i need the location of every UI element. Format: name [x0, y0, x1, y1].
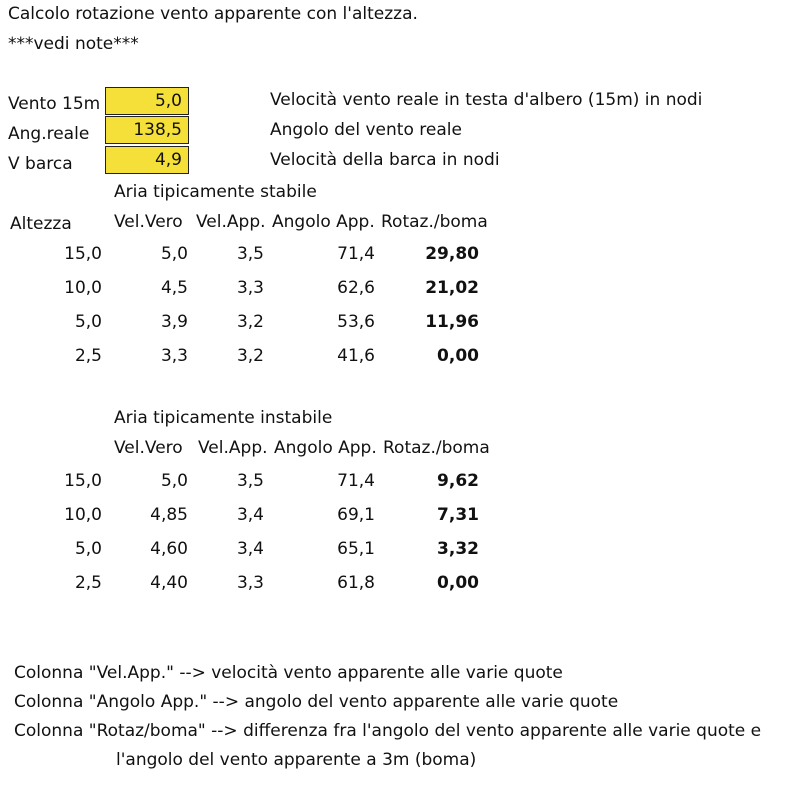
- table2-cell-velvero: 4,40: [150, 573, 188, 593]
- table1-header-velapp: Vel.App.: [196, 212, 266, 232]
- table2-cell-velvero: 4,60: [150, 539, 188, 559]
- table2-cell-altezza: 10,0: [64, 505, 102, 525]
- note-line-1: Colonna "Vel.App." --> velocità vento apparente alle varie quote: [14, 663, 563, 683]
- note-line-2: Colonna "Angolo App." --> angolo del vento apparente alle varie quote: [14, 692, 619, 712]
- note-reference: ***vedi note***: [8, 34, 139, 54]
- table1-cell-velapp: 3,2: [236, 346, 264, 366]
- input-label-angolo: Ang.reale: [8, 124, 90, 144]
- table2-cell-altezza: 15,0: [64, 471, 102, 491]
- input-desc-angolo: Angolo del vento reale: [270, 120, 462, 140]
- table1-cell-velvero: 3,9: [160, 312, 188, 332]
- table1-cell-altezza: 5,0: [74, 312, 102, 332]
- table1-header-velvero: Vel.Vero: [114, 212, 183, 232]
- table2-cell-velapp: 3,5: [236, 471, 264, 491]
- table2-cell-angoloapp: 71,4: [337, 471, 375, 491]
- table1-cell-rotaz: 11,96: [425, 312, 479, 332]
- table1-cell-altezza: 2,5: [74, 346, 102, 366]
- table2-cell-velapp: 3,3: [236, 573, 264, 593]
- table2-header-rotaz: Rotaz./boma: [383, 438, 490, 458]
- input-desc-vbarca: Velocità della barca in nodi: [270, 150, 500, 170]
- table2-caption: Aria tipicamente instabile: [114, 408, 333, 428]
- table2-cell-angoloapp: 65,1: [337, 539, 375, 559]
- table2-cell-angoloapp: 61,8: [337, 573, 375, 593]
- table1-cell-velapp: 3,2: [236, 312, 264, 332]
- table2-cell-rotaz: 9,62: [437, 471, 479, 491]
- table2-cell-rotaz: 0,00: [437, 573, 479, 593]
- table1-header-angoloapp: Angolo App.: [272, 212, 375, 232]
- table1-cell-velapp: 3,5: [236, 244, 264, 264]
- table2-header-velvero: Vel.Vero: [114, 438, 183, 458]
- table1-caption: Aria tipicamente stabile: [114, 182, 317, 202]
- table2-cell-angoloapp: 69,1: [337, 505, 375, 525]
- input-label-vbarca: V barca: [8, 154, 73, 174]
- table1-cell-angoloapp: 71,4: [337, 244, 375, 264]
- note-line-4: l'angolo del vento apparente a 3m (boma): [116, 750, 477, 770]
- table1-cell-rotaz: 21,02: [425, 278, 479, 298]
- input-vbarca-cell[interactable]: 4,9: [105, 146, 189, 174]
- table2-cell-rotaz: 3,32: [437, 539, 479, 559]
- table1-cell-angoloapp: 41,6: [337, 346, 375, 366]
- table2-cell-velapp: 3,4: [236, 505, 264, 525]
- table2-header-velapp: Vel.App.: [198, 438, 268, 458]
- table2-cell-altezza: 2,5: [74, 573, 102, 593]
- input-angolo-cell[interactable]: 138,5: [105, 116, 189, 144]
- table1-cell-rotaz: 29,80: [425, 244, 479, 264]
- table1-cell-altezza: 10,0: [64, 278, 102, 298]
- table1-cell-velvero: 5,0: [160, 244, 188, 264]
- table1-cell-velapp: 3,3: [236, 278, 264, 298]
- note-line-3: Colonna "Rotaz/boma" --> differenza fra l'angolo del vento apparente alle varie quote e: [14, 721, 762, 741]
- table2-cell-velapp: 3,4: [236, 539, 264, 559]
- input-label-vento: Vento 15m: [8, 94, 101, 114]
- table2-cell-rotaz: 7,31: [437, 505, 479, 525]
- table2-cell-altezza: 5,0: [74, 539, 102, 559]
- table1-cell-angoloapp: 53,6: [337, 312, 375, 332]
- table1-header-altezza: Altezza: [10, 214, 72, 234]
- table1-cell-angoloapp: 62,6: [337, 278, 375, 298]
- table2-cell-velvero: 5,0: [160, 471, 188, 491]
- table1-cell-rotaz: 0,00: [437, 346, 479, 366]
- input-desc-vento: Velocità vento reale in testa d'albero (15m) in nodi: [270, 90, 703, 110]
- table1-cell-altezza: 15,0: [64, 244, 102, 264]
- table2-cell-velvero: 4,85: [150, 505, 188, 525]
- input-vento-cell[interactable]: 5,0: [105, 87, 189, 115]
- page-title: Calcolo rotazione vento apparente con l'altezza.: [8, 4, 418, 24]
- table1-cell-velvero: 4,5: [160, 278, 188, 298]
- table1-header-rotaz: Rotaz./boma: [381, 212, 488, 232]
- table1-cell-velvero: 3,3: [160, 346, 188, 366]
- table2-header-angoloapp: Angolo App.: [274, 438, 377, 458]
